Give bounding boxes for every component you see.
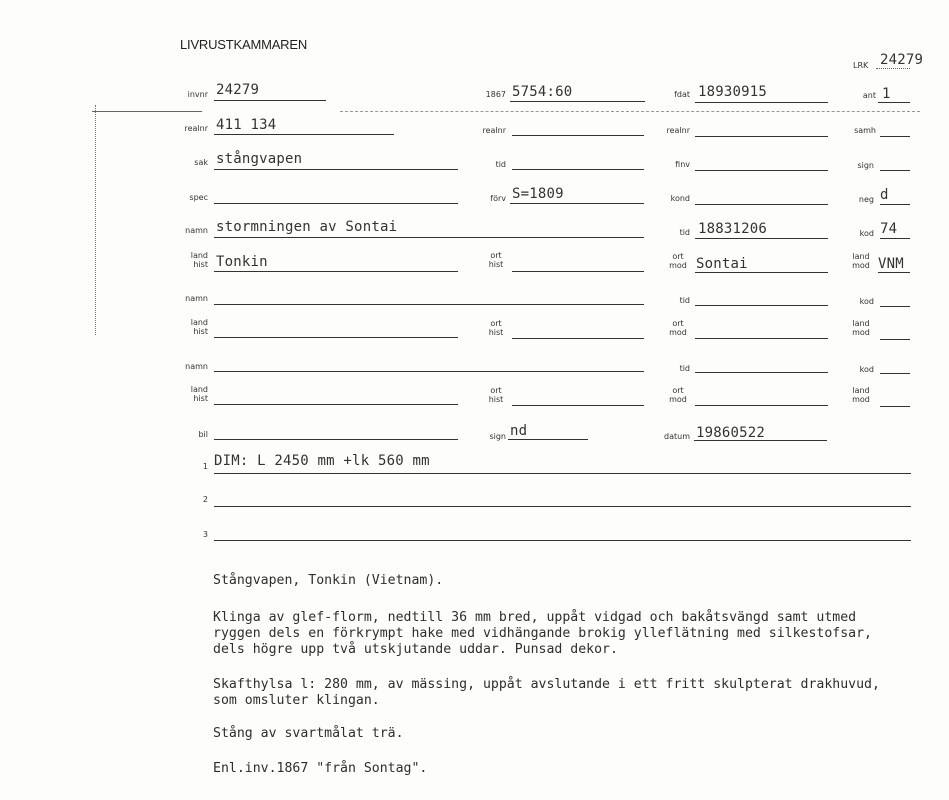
spec-label: spec [189, 193, 208, 202]
forv-value: S=1809 [512, 186, 564, 202]
orthist-line-r10 [512, 405, 644, 406]
kod-label-r5: kod [859, 229, 874, 238]
datum-line [694, 440, 827, 441]
year1867-label: 1867 [485, 90, 506, 99]
namn-line-r7 [214, 304, 644, 305]
namn-line-r9 [214, 371, 644, 372]
fdat-value: 18930915 [698, 84, 768, 100]
tid-line-r5 [695, 238, 828, 239]
tid-line-r3 [512, 169, 644, 170]
realnr2-label: realnr [482, 126, 506, 135]
desc-heading: Stångvapen, Tonkin (Vietnam). [213, 573, 444, 588]
ortmod-line-r10 [695, 405, 828, 406]
samh-label: samh [854, 126, 876, 135]
realnr-value: 411 134 [216, 117, 277, 133]
forv-line [510, 203, 644, 204]
sak-line [214, 169, 458, 170]
namn-label-r7: namn [185, 294, 208, 303]
sign-line-r3 [880, 170, 910, 171]
lrk-label: LRK [853, 61, 869, 70]
kod-value-r5: 74 [880, 221, 898, 237]
ant-label: ant [862, 91, 876, 100]
fold-line-left [92, 111, 202, 112]
ortmod-value-r6: Sontai [696, 256, 748, 272]
year1867-value: 5754:60 [512, 84, 573, 100]
landhist-line-r8 [214, 337, 458, 338]
kond-label: kond [670, 194, 690, 203]
tid-label-r5: tid [679, 228, 690, 237]
note3-label: 3 [202, 530, 208, 539]
invnr-label: invnr [187, 90, 208, 99]
desc-p3-line1: Skafthylsa l: 280 mm, av mässing, uppåt avslutande i ett fritt skulpterat drakhuvud, [213, 677, 880, 692]
margin-perforation [95, 105, 96, 335]
ortmod-line-r6 [695, 272, 828, 273]
tid-label-r7: tid [679, 296, 690, 305]
ortmod-label-r10: ort mod [669, 386, 687, 404]
sak-value: stångvapen [216, 151, 303, 167]
landhist-label-r6: land hist [190, 251, 208, 269]
desc-p4: Stång av svartmålat trä. [213, 726, 404, 741]
desc-p2-line1: Klinga av glef-florm, nedtill 36 mm bred, uppåt vidgad och bakåtsvängd samt utmed [213, 610, 857, 625]
orthist-line-r8 [512, 338, 644, 339]
namn-line-r5 [214, 237, 644, 238]
realnr2-line [512, 135, 644, 136]
orthist-label-r10: ort hist [488, 386, 504, 404]
realnr3-line [695, 136, 828, 137]
neg-value: d [880, 187, 889, 203]
desc-p2-line3: dels högre upp två utskjutande uddar. Punsad dekor. [213, 642, 618, 657]
desc-p2-line2: ryggen dels en förkrympt hake med vidhängande brokig ylleflätning med silkestofsar, [213, 626, 872, 641]
note2-label: 2 [202, 495, 208, 504]
datum-value: 19860522 [696, 425, 766, 441]
tid-value-r5: 18831206 [698, 221, 768, 237]
landhist-label-r8: land hist [190, 318, 208, 336]
sign-label-r3: sign [857, 161, 874, 170]
neg-label: neg [858, 195, 874, 204]
landmod-label-r8: land mod [852, 319, 870, 337]
invnr-value: 24279 [216, 82, 260, 98]
samh-line [880, 136, 910, 137]
lrk-value: 24279 [880, 52, 924, 68]
sign-label-r11: sign [489, 432, 506, 441]
orthist-label-r6: ort hist [488, 251, 504, 269]
note1-label: 1 [202, 462, 208, 471]
year1867-line [510, 101, 645, 102]
namn-value-r5: stormningen av Sontai [216, 219, 398, 235]
fold-line-right [340, 111, 920, 112]
ortmod-line-r8 [695, 338, 828, 339]
landmod-line-r10 [880, 406, 910, 407]
tid-label-r3: tid [495, 160, 506, 169]
desc-p5: Enl.inv.1867 "från Sontag". [213, 761, 428, 776]
tid-line-r9 [695, 372, 828, 373]
ortmod-label-r8: ort mod [669, 319, 687, 337]
ant-value: 1 [882, 86, 891, 102]
namn-label-r5: namn [185, 226, 208, 235]
landmod-line-r6 [878, 272, 910, 273]
landmod-label-r6: land mod [852, 252, 870, 270]
fdat-line [695, 102, 828, 103]
tid-line-r7 [695, 305, 828, 306]
landhist-value-r6: Tonkin [216, 254, 268, 270]
sak-label: sak [194, 158, 208, 167]
lrk-underline [876, 68, 910, 69]
kod-label-r7: kod [859, 297, 874, 306]
bil-label: bil [198, 430, 208, 439]
orthist-label-r8: ort hist [488, 319, 504, 337]
datum-label: datum [664, 432, 690, 441]
tid-label-r9: tid [679, 364, 690, 373]
realnr-line [214, 134, 394, 135]
fdat-label: fdat [674, 90, 690, 99]
spec-line [214, 203, 458, 204]
institution-title: LIVRUSTKAMMAREN [180, 37, 308, 52]
note1-value: DIM: L 2450 mm +lk 560 mm [214, 453, 430, 469]
forv-label: förv [490, 194, 506, 203]
sign-line-r11 [508, 439, 588, 440]
kod-line-r9 [880, 373, 910, 374]
note3-line [214, 540, 911, 541]
sign-value-r11: nd [510, 423, 528, 439]
namn-label-r9: namn [185, 362, 208, 371]
orthist-line-r6 [512, 271, 644, 272]
ortmod-label-r6: ort mod [669, 252, 687, 270]
landhist-line-r10 [214, 404, 458, 405]
bil-line [214, 439, 458, 440]
finv-label: finv [675, 160, 690, 169]
desc-p3-line2: som omsluter klingan. [213, 693, 380, 708]
kod-line-r5 [880, 238, 910, 239]
ant-line [878, 102, 910, 103]
note1-line [214, 473, 911, 474]
landmod-value-r6: VNM [878, 256, 904, 272]
landhist-line-r6 [214, 271, 458, 272]
realnr3-label: realnr [666, 126, 690, 135]
kond-line [695, 204, 828, 205]
invnr-line [214, 100, 326, 101]
finv-line [695, 170, 828, 171]
kod-label-r9: kod [859, 365, 874, 374]
kod-line-r7 [880, 306, 910, 307]
landmod-label-r10: land mod [852, 386, 870, 404]
note2-line [214, 506, 911, 507]
neg-line [880, 204, 910, 205]
landhist-label-r10: land hist [190, 385, 208, 403]
realnr-label: realnr [184, 124, 208, 133]
landmod-line-r8 [880, 339, 910, 340]
